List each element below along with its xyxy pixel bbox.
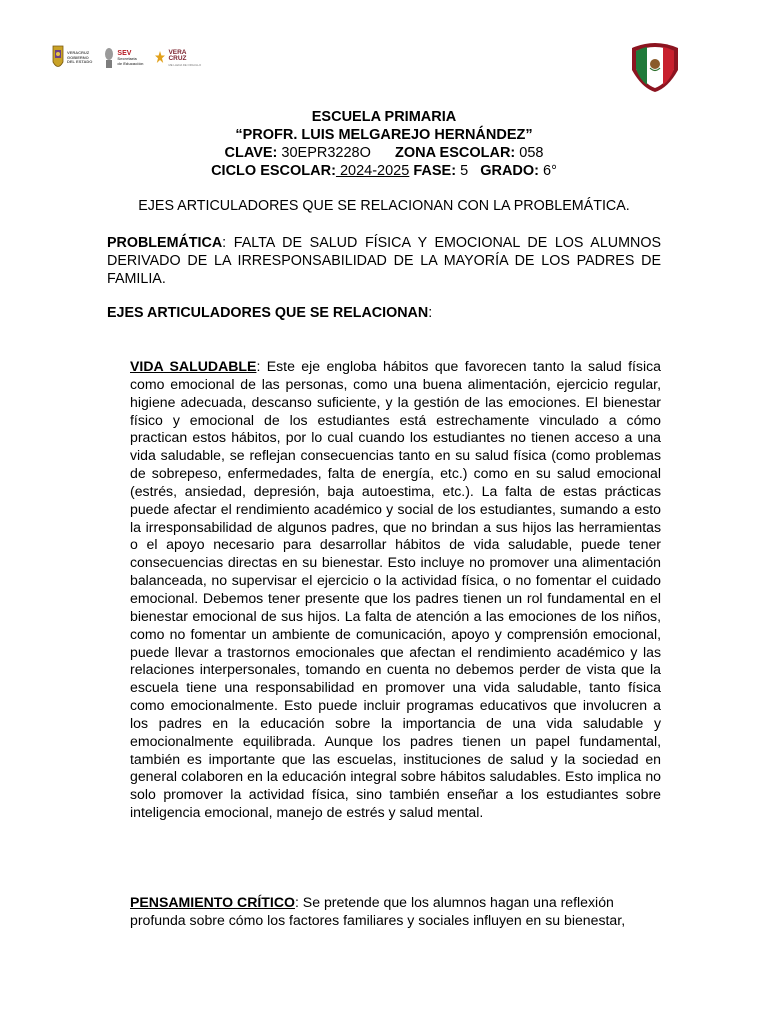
ciclo-line bbox=[0, 162, 768, 180]
sev-emblem-icon bbox=[104, 46, 114, 70]
zona-label: ZONA ESCOLAR: bbox=[394, 145, 516, 161]
ejes-heading-label: EJES ARTICULADORES QUE SE RELACIONAN bbox=[107, 305, 429, 321]
sev-logo-text: SEV bbox=[117, 49, 132, 57]
grado-value: 6° bbox=[539, 163, 557, 179]
sev-logo bbox=[104, 46, 143, 70]
fase-value: 5 bbox=[456, 163, 469, 179]
problematica-label: PROBLEMÁTICA bbox=[107, 235, 223, 251]
pensamiento-critico-paragraph bbox=[130, 893, 661, 929]
veracruz-logo-text: VERACRUZ GOBIERNO DEL ESTADO bbox=[67, 50, 93, 65]
vida-saludable-paragraph bbox=[130, 358, 661, 822]
document-header bbox=[0, 108, 768, 180]
school-crest-icon bbox=[628, 40, 682, 94]
ejes-intro: EJES ARTICULADORES QUE SE RELACIONAN CON LA PROBLEMÁTICA. bbox=[138, 198, 630, 214]
vida-saludable-label: VIDA SALUDABLE bbox=[130, 358, 257, 374]
veracruz-brand-logo bbox=[155, 50, 201, 67]
ciclo-label: CICLO ESCOLAR: bbox=[211, 163, 336, 179]
fase-label: FASE: bbox=[413, 163, 457, 179]
veracruz-brand-text: VERA CRUZ bbox=[168, 48, 187, 62]
clave-value: 30EPR3228O bbox=[277, 145, 371, 161]
pensamiento-critico-label: PENSAMIENTO CRÍTICO bbox=[130, 894, 295, 910]
vida-saludable-text: : Este eje engloba hábitos que favorecen tanto la salud física como emocional de las personas, como una buena alimentación, ejercicio regular, higiene adecuada, descanso suficiente, y la gestión de las emociones. El bienestar físico y emocional de los estudiantes está estrechamente vinculado a cómo practican estos hábitos, por lo cual cuando los estudiantes no tienen acceso a una vida saludable, se reflejan consecuencias tanto en su salud física (como problemas de sobrepeso, enfermedades, falta de energía, etc.) como en su salud emocional (estrés, ansiedad, depresión, baja autoestima, etc.). La falta de estas prácticas puede afectar el rendimiento académico y social de los estudiantes, sumando a esto la irresponsabilidad de algunos padres, que no brindan a sus hijos las herramientas o el apoyo necesario para desarrollar hábitos de vida saludable, puede tener consecuencias directas en su bienestar. Esto incluye no promover una alimentación balanceada, no supervisar el ejercicio o la actividad física, o no fomentar el cuidado emocional. Debemos tener presente que los padres tienen un rol fundamental en el bienestar emocional de sus hijos. La falta de atención a las emociones de los niños, como no fomentar un ambiente de comunicación, apoyo y comprensión emocional, puede llevar a trastornos emocionales que afectan el rendimiento académico y las relaciones interpersonales, tomando en cuenta no debemos perder de vista que la escuela tiene una responsabilidad en promover una vida saludable, tanto física como emocionalmente. Esto puede incluir programas educativos que involucren a los padres en la educación sobre la importancia de una vida saludable y emocionalmente equilibrada. Aunque los padres tienen un papel fundamental, también es importante que las escuelas, instituciones de salud y la sociedad en general colaboren en la educación integral sobre hábitos saludables. Esto implica no solo promover la actividad física, sino también enseñar a los estudiantes sobre inteligencia emocional, manejo de estrés y salud mental. bbox=[130, 358, 661, 821]
clave-zona-line bbox=[0, 144, 768, 162]
ejes-heading-colon: : bbox=[428, 305, 433, 321]
grado-label: GRADO: bbox=[480, 163, 540, 179]
school-name: “PROFR. LUIS MELGAREJO HERNÁNDEZ” bbox=[235, 127, 533, 143]
ejes-heading bbox=[107, 304, 661, 322]
school-type: ESCUELA PRIMARIA bbox=[311, 109, 457, 125]
ciclo-value: 2024-2025 bbox=[335, 163, 410, 179]
veracruz-shield-icon bbox=[52, 44, 64, 72]
government-logos bbox=[52, 44, 201, 72]
sev-logo-subtext: Secretaría de Educación bbox=[117, 55, 144, 66]
clave-label: CLAVE: bbox=[224, 145, 278, 161]
pensamiento-critico-text: : Se pretende que los alumnos hagan una reflexión profunda sobre cómo los factores familiares y sociales influyen en su bienestar, bbox=[130, 894, 626, 928]
star-icon bbox=[155, 51, 165, 65]
zona-value: 058 bbox=[515, 145, 544, 161]
veracruz-government-logo bbox=[52, 44, 92, 72]
problematica-paragraph bbox=[107, 234, 661, 288]
problematica-text: : FALTA DE SALUD FÍSICA Y EMOCIONAL DE LOS ALUMNOS DERIVADO DE LA IRRESPONSABILIDAD DE LA MAYORÍA DE LOS PADRES DE FAMILIA. bbox=[107, 235, 661, 287]
veracruz-brand-subtext: ME LLENA DE ORGULLO bbox=[168, 62, 202, 67]
